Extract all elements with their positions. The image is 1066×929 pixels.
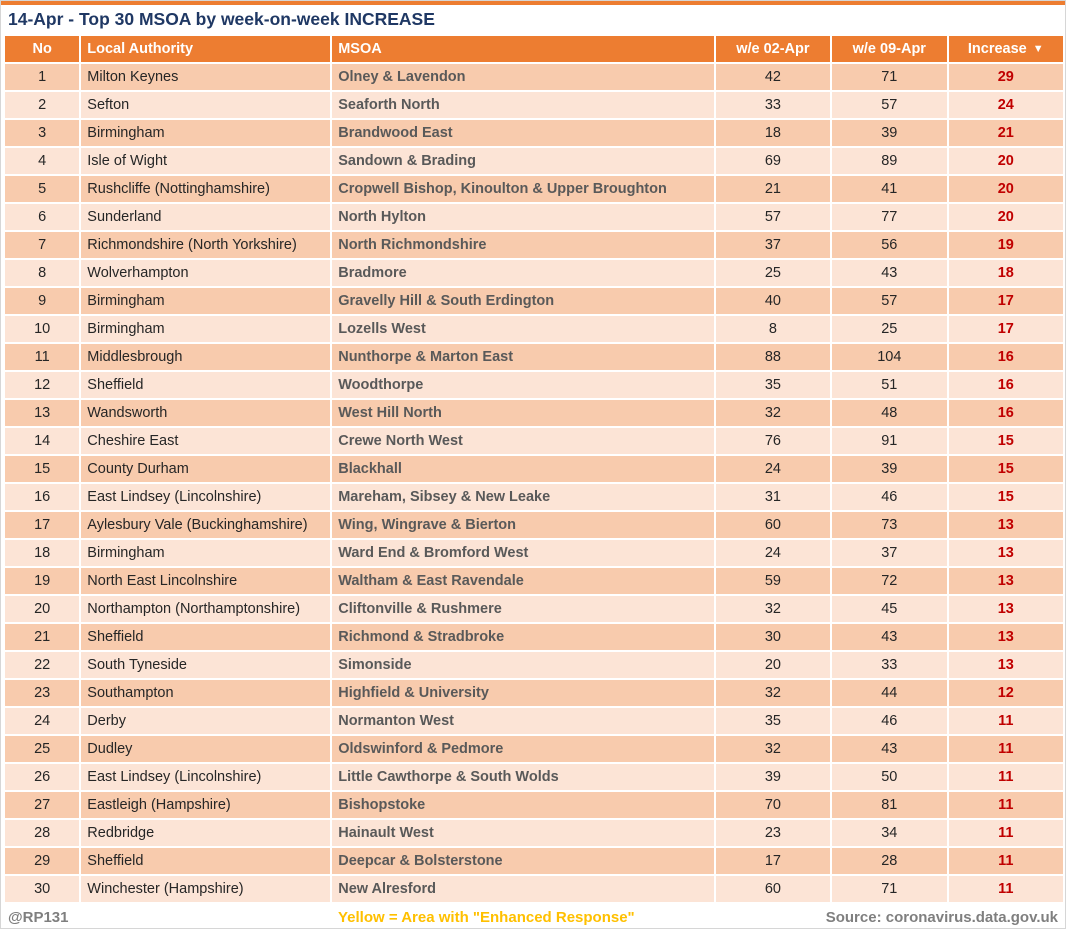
cell-msoa: Normanton West bbox=[332, 708, 713, 734]
cell-no: 23 bbox=[5, 680, 79, 706]
cell-no: 5 bbox=[5, 176, 79, 202]
cell-we-02apr: 23 bbox=[716, 820, 830, 846]
cell-we-09apr: 72 bbox=[832, 568, 946, 594]
cell-local-authority: Dudley bbox=[81, 736, 330, 762]
cell-local-authority: Birmingham bbox=[81, 316, 330, 342]
cell-increase: 13 bbox=[949, 512, 1063, 538]
table-row bbox=[5, 540, 1063, 566]
cell-we-09apr: 51 bbox=[832, 372, 946, 398]
cell-we-09apr: 41 bbox=[832, 176, 946, 202]
cell-no: 9 bbox=[5, 288, 79, 314]
table-row bbox=[5, 204, 1063, 230]
cell-we-09apr: 37 bbox=[832, 540, 946, 566]
table-row bbox=[5, 232, 1063, 258]
cell-increase: 20 bbox=[949, 176, 1063, 202]
cell-msoa: Cliftonville & Rushmere bbox=[332, 596, 713, 622]
col-header-increase-label: Increase bbox=[967, 41, 1027, 57]
cell-local-authority: Sheffield bbox=[81, 624, 330, 650]
msoa-table bbox=[3, 34, 1065, 904]
cell-no: 3 bbox=[5, 120, 79, 146]
cell-we-09apr: 71 bbox=[832, 876, 946, 902]
cell-local-authority: Sefton bbox=[81, 92, 330, 118]
cell-increase: 21 bbox=[949, 120, 1063, 146]
cell-msoa: Sandown & Brading bbox=[332, 148, 713, 174]
cell-increase: 11 bbox=[949, 876, 1063, 902]
cell-we-02apr: 35 bbox=[716, 372, 830, 398]
cell-local-authority: Derby bbox=[81, 708, 330, 734]
cell-no: 19 bbox=[5, 568, 79, 594]
cell-we-09apr: 57 bbox=[832, 288, 946, 314]
table-row bbox=[5, 708, 1063, 734]
cell-no: 7 bbox=[5, 232, 79, 258]
table-row bbox=[5, 64, 1063, 90]
table-row bbox=[5, 260, 1063, 286]
cell-increase: 20 bbox=[949, 148, 1063, 174]
cell-no: 2 bbox=[5, 92, 79, 118]
col-header-we-02apr: w/e 02-Apr bbox=[716, 36, 830, 62]
cell-no: 21 bbox=[5, 624, 79, 650]
cell-msoa: Wing, Wingrave & Bierton bbox=[332, 512, 713, 538]
cell-increase: 11 bbox=[949, 736, 1063, 762]
cell-increase: 13 bbox=[949, 652, 1063, 678]
cell-no: 15 bbox=[5, 456, 79, 482]
cell-increase: 16 bbox=[949, 344, 1063, 370]
cell-we-02apr: 60 bbox=[716, 876, 830, 902]
cell-we-02apr: 30 bbox=[716, 624, 830, 650]
cell-msoa: Woodthorpe bbox=[332, 372, 713, 398]
table-row bbox=[5, 624, 1063, 650]
cell-increase: 12 bbox=[949, 680, 1063, 706]
cell-no: 29 bbox=[5, 848, 79, 874]
cell-we-02apr: 39 bbox=[716, 764, 830, 790]
table-row bbox=[5, 652, 1063, 678]
cell-local-authority: Wolverhampton bbox=[81, 260, 330, 286]
cell-no: 17 bbox=[5, 512, 79, 538]
table-row bbox=[5, 316, 1063, 342]
cell-we-02apr: 33 bbox=[716, 92, 830, 118]
cell-we-02apr: 31 bbox=[716, 484, 830, 510]
cell-we-09apr: 43 bbox=[832, 260, 946, 286]
cell-increase: 16 bbox=[949, 400, 1063, 426]
cell-local-authority: South Tyneside bbox=[81, 652, 330, 678]
cell-local-authority: Northampton (Northamptonshire) bbox=[81, 596, 330, 622]
cell-no: 4 bbox=[5, 148, 79, 174]
cell-we-02apr: 18 bbox=[716, 120, 830, 146]
cell-we-09apr: 39 bbox=[832, 456, 946, 482]
cell-no: 6 bbox=[5, 204, 79, 230]
table-row bbox=[5, 372, 1063, 398]
cell-local-authority: East Lindsey (Lincolnshire) bbox=[81, 764, 330, 790]
cell-we-09apr: 104 bbox=[832, 344, 946, 370]
table-row bbox=[5, 92, 1063, 118]
cell-we-02apr: 59 bbox=[716, 568, 830, 594]
table-row bbox=[5, 512, 1063, 538]
cell-we-02apr: 37 bbox=[716, 232, 830, 258]
cell-increase: 17 bbox=[949, 288, 1063, 314]
cell-we-09apr: 56 bbox=[832, 232, 946, 258]
cell-msoa: West Hill North bbox=[332, 400, 713, 426]
cell-increase: 20 bbox=[949, 204, 1063, 230]
cell-increase: 24 bbox=[949, 92, 1063, 118]
cell-increase: 11 bbox=[949, 792, 1063, 818]
cell-local-authority: Birmingham bbox=[81, 120, 330, 146]
cell-msoa: Oldswinford & Pedmore bbox=[332, 736, 713, 762]
cell-increase: 13 bbox=[949, 596, 1063, 622]
cell-increase: 11 bbox=[949, 848, 1063, 874]
cell-we-02apr: 21 bbox=[716, 176, 830, 202]
cell-we-02apr: 8 bbox=[716, 316, 830, 342]
cell-local-authority: Isle of Wight bbox=[81, 148, 330, 174]
cell-no: 13 bbox=[5, 400, 79, 426]
cell-we-02apr: 20 bbox=[716, 652, 830, 678]
cell-local-authority: Wandsworth bbox=[81, 400, 330, 426]
table-row bbox=[5, 176, 1063, 202]
cell-we-09apr: 81 bbox=[832, 792, 946, 818]
cell-we-02apr: 32 bbox=[716, 596, 830, 622]
table-row bbox=[5, 848, 1063, 874]
cell-increase: 29 bbox=[949, 64, 1063, 90]
cell-we-02apr: 69 bbox=[716, 148, 830, 174]
cell-we-02apr: 25 bbox=[716, 260, 830, 286]
table-row bbox=[5, 148, 1063, 174]
cell-we-09apr: 50 bbox=[832, 764, 946, 790]
cell-we-09apr: 46 bbox=[832, 484, 946, 510]
table-row bbox=[5, 792, 1063, 818]
table-row bbox=[5, 456, 1063, 482]
cell-local-authority: Middlesbrough bbox=[81, 344, 330, 370]
cell-msoa: Crewe North West bbox=[332, 428, 713, 454]
cell-increase: 13 bbox=[949, 568, 1063, 594]
col-header-we-09apr: w/e 09-Apr bbox=[832, 36, 946, 62]
cell-msoa: Bradmore bbox=[332, 260, 713, 286]
page-title: 14-Apr - Top 30 MSOA by week-on-week INCREASE bbox=[8, 9, 435, 29]
cell-we-02apr: 88 bbox=[716, 344, 830, 370]
cell-msoa: North Hylton bbox=[332, 204, 713, 230]
cell-msoa: Cropwell Bishop, Kinoulton & Upper Broughton bbox=[332, 176, 713, 202]
table-row bbox=[5, 120, 1063, 146]
cell-we-02apr: 60 bbox=[716, 512, 830, 538]
cell-local-authority: Richmondshire (North Yorkshire) bbox=[81, 232, 330, 258]
cell-msoa: Brandwood East bbox=[332, 120, 713, 146]
author-handle: @RP131 bbox=[8, 908, 69, 926]
cell-we-09apr: 33 bbox=[832, 652, 946, 678]
cell-no: 28 bbox=[5, 820, 79, 846]
cell-we-09apr: 43 bbox=[832, 736, 946, 762]
table-row bbox=[5, 736, 1063, 762]
cell-we-09apr: 89 bbox=[832, 148, 946, 174]
table-row bbox=[5, 820, 1063, 846]
cell-local-authority: Aylesbury Vale (Buckinghamshire) bbox=[81, 512, 330, 538]
cell-msoa: Richmond & Stradbroke bbox=[332, 624, 713, 650]
cell-increase: 17 bbox=[949, 316, 1063, 342]
cell-we-02apr: 40 bbox=[716, 288, 830, 314]
cell-we-02apr: 24 bbox=[716, 456, 830, 482]
cell-we-09apr: 44 bbox=[832, 680, 946, 706]
cell-local-authority: Eastleigh (Hampshire) bbox=[81, 792, 330, 818]
cell-we-09apr: 91 bbox=[832, 428, 946, 454]
cell-increase: 13 bbox=[949, 624, 1063, 650]
table-row bbox=[5, 288, 1063, 314]
enhanced-response-note: Yellow = Area with "Enhanced Response" bbox=[338, 908, 635, 926]
cell-local-authority: North East Lincolnshire bbox=[81, 568, 330, 594]
cell-no: 30 bbox=[5, 876, 79, 902]
cell-we-02apr: 32 bbox=[716, 400, 830, 426]
cell-no: 26 bbox=[5, 764, 79, 790]
cell-increase: 18 bbox=[949, 260, 1063, 286]
table-row bbox=[5, 764, 1063, 790]
cell-increase: 16 bbox=[949, 372, 1063, 398]
cell-no: 18 bbox=[5, 540, 79, 566]
table-row bbox=[5, 400, 1063, 426]
cell-msoa: Ward End & Bromford West bbox=[332, 540, 713, 566]
col-header-increase[interactable] bbox=[949, 36, 1063, 62]
table-row bbox=[5, 344, 1063, 370]
cell-msoa: Gravelly Hill & South Erdington bbox=[332, 288, 713, 314]
cell-increase: 11 bbox=[949, 764, 1063, 790]
cell-msoa: Blackhall bbox=[332, 456, 713, 482]
cell-local-authority: Winchester (Hampshire) bbox=[81, 876, 330, 902]
cell-local-authority: County Durham bbox=[81, 456, 330, 482]
cell-msoa: Little Cawthorpe & South Wolds bbox=[332, 764, 713, 790]
cell-increase: 11 bbox=[949, 708, 1063, 734]
col-header-no: No bbox=[5, 36, 79, 62]
cell-msoa: Waltham & East Ravendale bbox=[332, 568, 713, 594]
cell-we-02apr: 32 bbox=[716, 736, 830, 762]
cell-we-02apr: 17 bbox=[716, 848, 830, 874]
table-row bbox=[5, 680, 1063, 706]
cell-we-09apr: 71 bbox=[832, 64, 946, 90]
cell-no: 12 bbox=[5, 372, 79, 398]
cell-local-authority: Sheffield bbox=[81, 848, 330, 874]
col-header-local-authority: Local Authority bbox=[81, 36, 330, 62]
cell-msoa: Mareham, Sibsey & New Leake bbox=[332, 484, 713, 510]
cell-we-09apr: 34 bbox=[832, 820, 946, 846]
table-body bbox=[5, 64, 1063, 902]
cell-increase: 19 bbox=[949, 232, 1063, 258]
footer bbox=[1, 904, 1065, 929]
cell-increase: 11 bbox=[949, 820, 1063, 846]
cell-no: 11 bbox=[5, 344, 79, 370]
cell-we-02apr: 42 bbox=[716, 64, 830, 90]
cell-increase: 13 bbox=[949, 540, 1063, 566]
cell-local-authority: Southampton bbox=[81, 680, 330, 706]
cell-we-09apr: 25 bbox=[832, 316, 946, 342]
cell-we-09apr: 43 bbox=[832, 624, 946, 650]
cell-we-09apr: 77 bbox=[832, 204, 946, 230]
cell-we-09apr: 46 bbox=[832, 708, 946, 734]
cell-local-authority: Rushcliffe (Nottinghamshire) bbox=[81, 176, 330, 202]
sort-desc-icon[interactable]: ▼ bbox=[1032, 43, 1044, 55]
cell-we-02apr: 76 bbox=[716, 428, 830, 454]
cell-we-02apr: 24 bbox=[716, 540, 830, 566]
cell-local-authority: Birmingham bbox=[81, 540, 330, 566]
cell-no: 8 bbox=[5, 260, 79, 286]
table-row bbox=[5, 568, 1063, 594]
cell-msoa: Hainault West bbox=[332, 820, 713, 846]
table-row bbox=[5, 484, 1063, 510]
cell-no: 10 bbox=[5, 316, 79, 342]
cell-msoa: North Richmondshire bbox=[332, 232, 713, 258]
cell-no: 22 bbox=[5, 652, 79, 678]
cell-no: 20 bbox=[5, 596, 79, 622]
cell-local-authority: Cheshire East bbox=[81, 428, 330, 454]
cell-msoa: Simonside bbox=[332, 652, 713, 678]
cell-msoa: Highfield & University bbox=[332, 680, 713, 706]
source-credit: Source: coronavirus.data.gov.uk bbox=[825, 908, 1058, 926]
cell-local-authority: Redbridge bbox=[81, 820, 330, 846]
table-row bbox=[5, 596, 1063, 622]
cell-we-02apr: 35 bbox=[716, 708, 830, 734]
cell-msoa: Olney & Lavendon bbox=[332, 64, 713, 90]
table-row bbox=[5, 876, 1063, 902]
cell-we-09apr: 73 bbox=[832, 512, 946, 538]
cell-msoa: Seaforth North bbox=[332, 92, 713, 118]
cell-msoa: Deepcar & Bolsterstone bbox=[332, 848, 713, 874]
cell-no: 16 bbox=[5, 484, 79, 510]
cell-we-09apr: 57 bbox=[832, 92, 946, 118]
cell-no: 1 bbox=[5, 64, 79, 90]
cell-we-09apr: 48 bbox=[832, 400, 946, 426]
table-row bbox=[5, 428, 1063, 454]
cell-we-09apr: 39 bbox=[832, 120, 946, 146]
cell-we-02apr: 70 bbox=[716, 792, 830, 818]
cell-increase: 15 bbox=[949, 428, 1063, 454]
table-header bbox=[5, 36, 1063, 62]
cell-msoa: New Alresford bbox=[332, 876, 713, 902]
cell-no: 27 bbox=[5, 792, 79, 818]
cell-no: 14 bbox=[5, 428, 79, 454]
cell-local-authority: East Lindsey (Lincolnshire) bbox=[81, 484, 330, 510]
cell-no: 24 bbox=[5, 708, 79, 734]
cell-local-authority: Milton Keynes bbox=[81, 64, 330, 90]
cell-we-09apr: 28 bbox=[832, 848, 946, 874]
cell-increase: 15 bbox=[949, 484, 1063, 510]
cell-no: 25 bbox=[5, 736, 79, 762]
cell-msoa: Lozells West bbox=[332, 316, 713, 342]
cell-we-02apr: 57 bbox=[716, 204, 830, 230]
cell-local-authority: Birmingham bbox=[81, 288, 330, 314]
cell-we-02apr: 32 bbox=[716, 680, 830, 706]
cell-increase: 15 bbox=[949, 456, 1063, 482]
cell-we-09apr: 45 bbox=[832, 596, 946, 622]
cell-msoa: Bishopstoke bbox=[332, 792, 713, 818]
cell-local-authority: Sunderland bbox=[81, 204, 330, 230]
header-row bbox=[5, 36, 1063, 62]
cell-local-authority: Sheffield bbox=[81, 372, 330, 398]
cell-msoa: Nunthorpe & Marton East bbox=[332, 344, 713, 370]
col-header-msoa: MSOA bbox=[332, 36, 713, 62]
